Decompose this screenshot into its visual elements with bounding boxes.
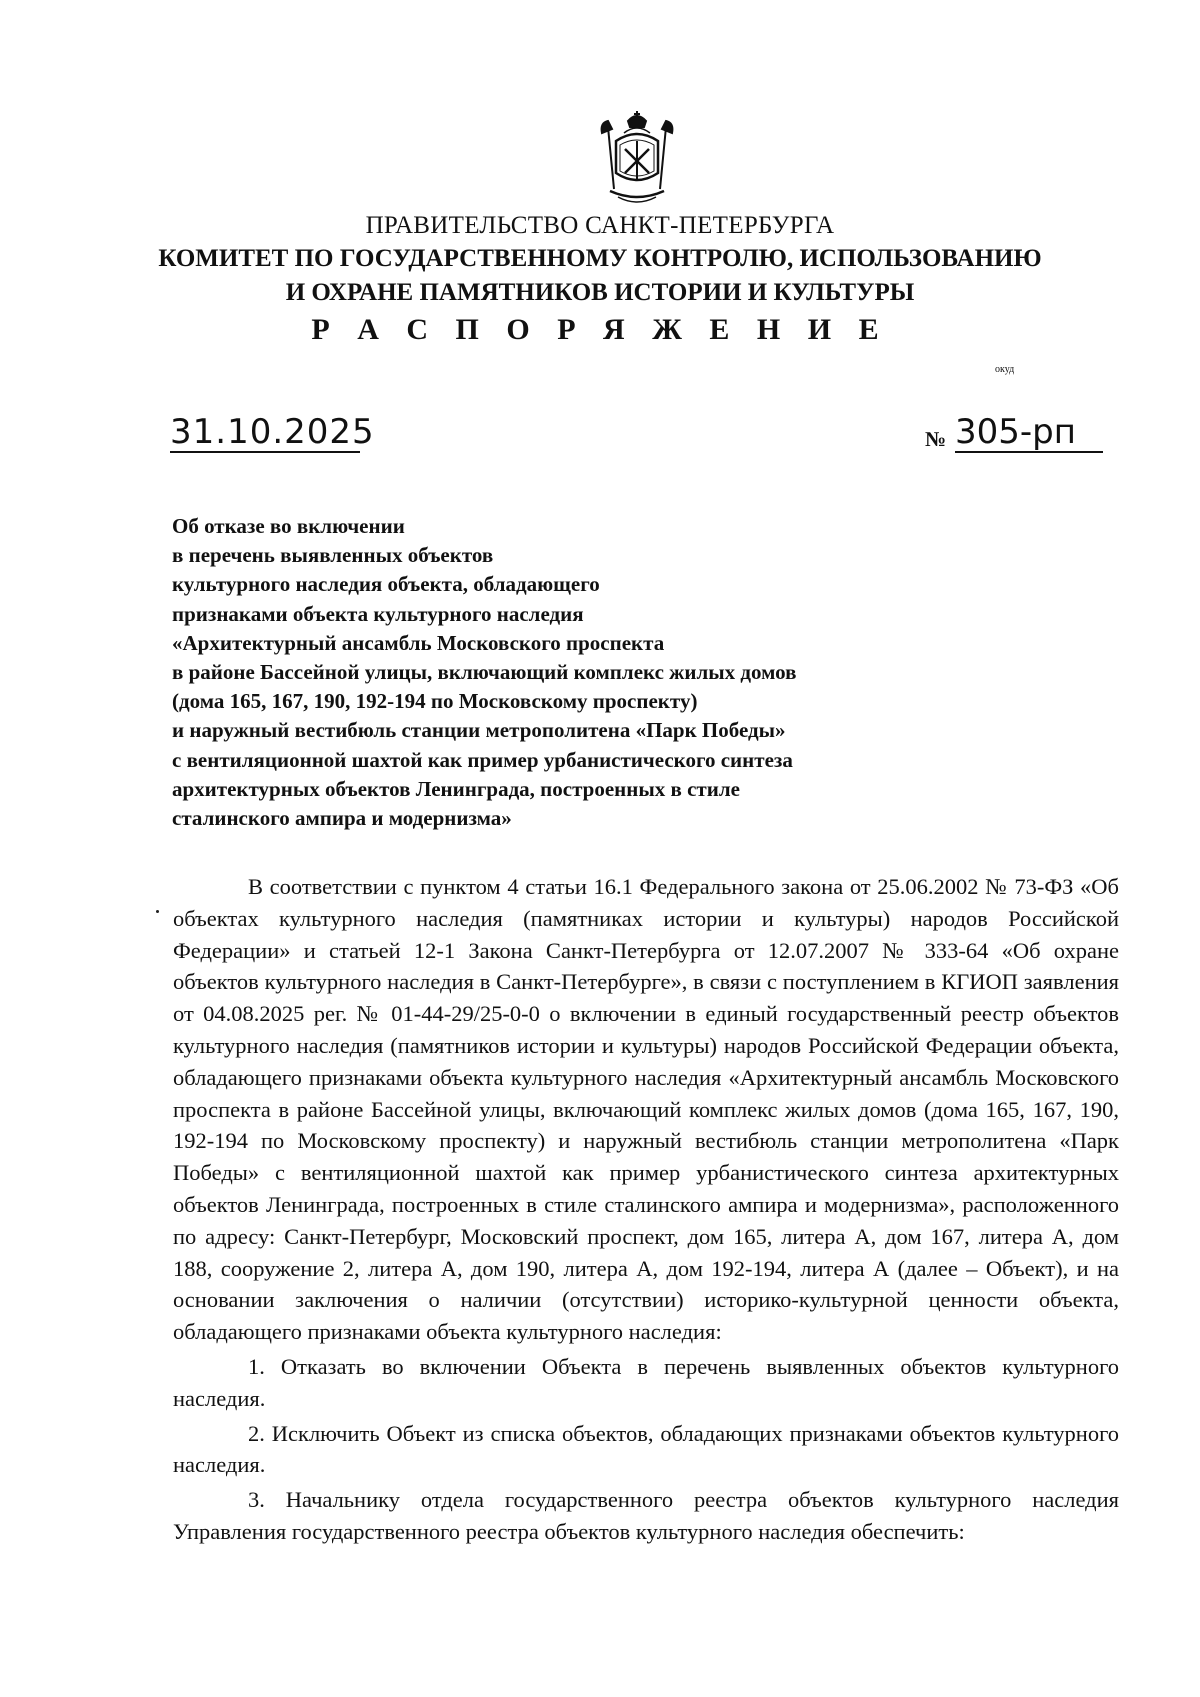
- subject-line: в районе Бассейной улицы, включающий комплекс жилых домов: [172, 660, 797, 685]
- subject-line: Об отказе во включении: [172, 514, 405, 538]
- document-date: 31.10.2025: [170, 412, 375, 452]
- subject-line: архитектурных объектов Ленинграда, построенных в стиле: [172, 776, 740, 801]
- document-type-title: Р А С П О Р Я Ж Е Н И Е: [311, 313, 889, 346]
- subject-line: признаками объекта культурного наследия: [172, 601, 584, 626]
- subject-line: сталинского ампира и модернизма»: [172, 806, 512, 831]
- subject-line: (дома 165, 167, 190, 192-194 по Московскому проспекту): [172, 689, 698, 714]
- document-number: 305-рп: [955, 413, 1103, 453]
- document-number-block: [925, 413, 1105, 455]
- government-title: ПРАВИТЕЛЬСТВО САНКТ-ПЕТЕРБУРГА: [365, 212, 835, 239]
- number-sign: №: [925, 427, 947, 451]
- scan-mark: [156, 910, 159, 913]
- document-body: [173, 871, 1119, 1548]
- subject-line: и наружный вестибюль станции метрополитена «Парк Победы»: [172, 718, 786, 743]
- subject-line: с вентиляционной шахтой как пример урбанистического синтеза: [172, 747, 793, 772]
- committee-title-line2: И ОХРАНЕ ПАМЯТНИКОВ ИСТОРИИ И КУЛЬТУРЫ: [285, 279, 915, 306]
- subject-line: культурного наследия объекта, обладающего: [172, 572, 600, 597]
- okud-label: окуд: [995, 364, 1015, 375]
- item-2-paragraph: 2. Исключить Объект из списка объектов, обладающих признаками объектов культурного наследия.: [173, 1420, 1119, 1478]
- preamble-paragraph: В соответствии с пунктом 4 статьи 16.1 Федерального закона от 25.06.2002 № 73-ФЗ «Об объектах культурного наследия (памятниках истории и культуры) народов Российской Федерации» и статьей 12-1 Закона Санкт-Петербурга от 12.07.2007 № 333-64 «Об охране объектов культурного наследия в Санкт-Петербурге», в связи с поступлением в КГИОП заявления от 04.08.2025 рег. № 01-44-29/25-0-0 о включении в единый государственный реестр объектов культурного наследия (памятников истории и культуры) народов Российской Федерации объекта, обладающего признаками объекта культурного наследия «Архитектурный ансамбль Московского проспекта в районе Бассейной улицы, включающий комплекс жилых домов (дома 165, 167, 190, 192-194 по Московскому проспекту) и наружный вестибюль станции метрополитена «Парк Победы» с вентиляционной шахтой как пример урбанистического синтеза архитектурных объектов Ленинграда, построенных в стиле сталинского ампира и модернизма», расположенного по адресу: Санкт-Петербург, Московский проспект, дом 165, литера А, дом 167, литера А, дом 188, сооружение 2, литера А, дом 190, литера А, дом 192-194, литера А (далее – Объект), и на основании заключения о наличии (отсутствии) историко-культурной ценности объекта, обладающего признаками объекта культурного наследия:: [173, 874, 1119, 1345]
- document-subject: [172, 512, 952, 833]
- subject-line: в перечень выявленных объектов: [172, 543, 494, 568]
- item-1-paragraph: 1. Отказать во включении Объекта в перечень выявленных объектов культурного наследия.: [173, 1353, 1119, 1411]
- subject-line: «Архитектурный ансамбль Московского проспекта: [172, 630, 665, 655]
- committee-title-line1: КОМИТЕТ ПО ГОСУДАРСТВЕННОМУ КОНТРОЛЮ, ИСПОЛЬЗОВАНИЮ: [158, 245, 1042, 272]
- item-3-paragraph: 3. Начальнику отдела государственного реестра объектов культурного наследия Управления государственного реестра объектов культурного наследия обеспечить:: [173, 1487, 1119, 1544]
- coat-of-arms-icon: [598, 111, 676, 209]
